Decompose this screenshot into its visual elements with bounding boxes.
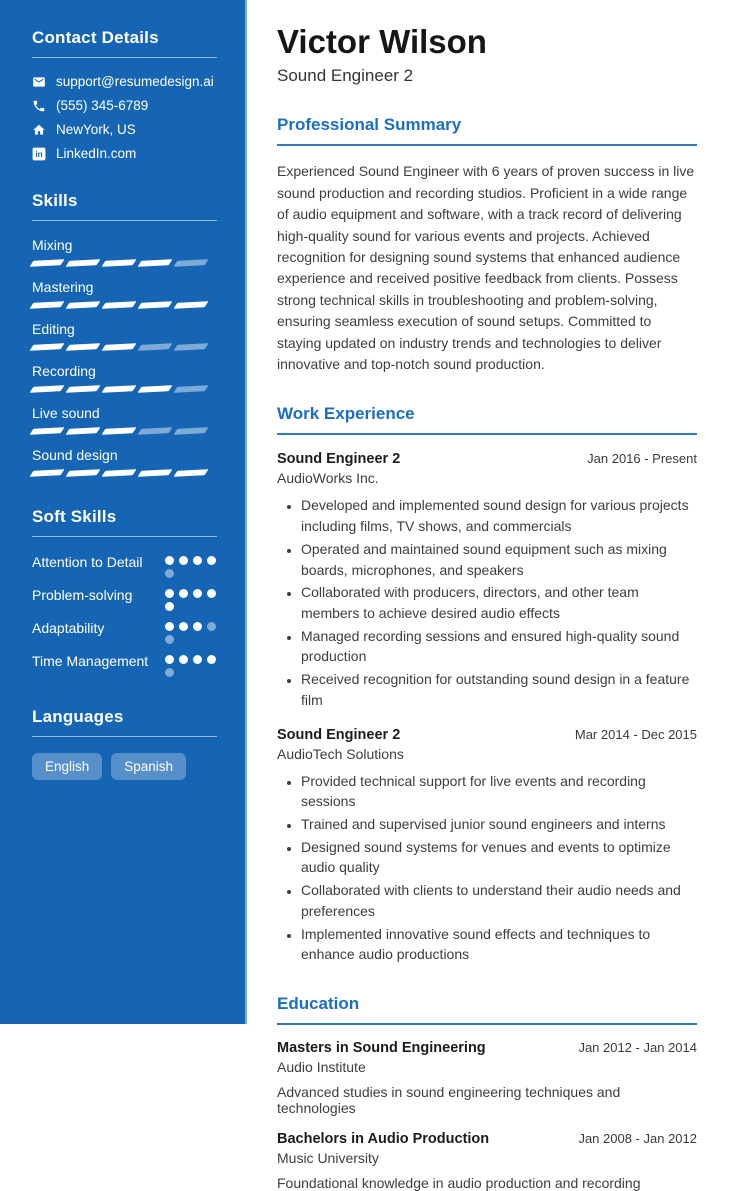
experience-section <box>277 404 697 965</box>
contact-phone <box>32 98 217 113</box>
summary-text: Experienced Sound Engineer with 6 years of proven success in live sound production and recording studios. Proficient in a wide range of audio equipment and software, with a track record of delivering high-quality sound for various events and projects. Achieved recognition for designing sound systems that enhanced audience experience and received positive feedback from clients. Possess strong technical skills in troubleshooting and problem-solving, ensuring seamless execution of sound setups. Committed to staying updated on industry trends and technologies to deliver innovative and top-notch sound production. <box>277 163 695 372</box>
candidate-name: Victor Wilson <box>277 23 487 60</box>
soft-skill-name: Problem-solving <box>32 587 133 603</box>
soft-skill-rating-dots <box>165 652 217 677</box>
education-dates: Jan 2008 - Jan 2012 <box>578 1131 697 1147</box>
main-content <box>247 0 730 1191</box>
rating-dot <box>207 556 216 565</box>
soft-skill-rating-dots <box>165 586 217 611</box>
rating-dot <box>165 589 174 598</box>
rating-segment <box>174 301 209 309</box>
svg-text:in: in <box>35 149 43 159</box>
skill-rating-bar <box>32 344 217 351</box>
education-heading: Education <box>277 994 697 1025</box>
soft-skill-item <box>32 652 217 677</box>
job-entry <box>277 727 697 965</box>
rating-segment <box>138 343 173 351</box>
rating-segment <box>174 385 209 393</box>
education-entry <box>277 1040 697 1116</box>
skill-item <box>32 237 217 267</box>
school-name: Audio Institute <box>277 1059 366 1076</box>
soft-skill-name: Adaptability <box>32 620 105 636</box>
rating-segment <box>174 427 209 435</box>
soft-skill-item <box>32 586 217 611</box>
rating-segment <box>66 427 101 435</box>
language-pill: Spanish <box>111 753 186 780</box>
language-pill: English <box>32 753 102 780</box>
job-title: Sound Engineer 2 <box>277 726 401 743</box>
soft-skills-heading: Soft Skills <box>32 507 217 537</box>
rating-dot <box>193 622 202 631</box>
skill-name: Recording <box>32 363 96 379</box>
job-header <box>277 727 697 743</box>
job-bullet: • Received recognition for outstanding sound design in a feature film <box>301 669 697 710</box>
rating-segment <box>30 301 65 309</box>
rating-dot <box>165 556 174 565</box>
rating-dot <box>207 622 216 631</box>
soft-skill-rating-dots <box>165 553 217 578</box>
summary-heading: Professional Summary <box>277 115 697 146</box>
rating-segment <box>30 385 65 393</box>
soft-skill-name: Attention to Detail <box>32 554 143 570</box>
rating-segment <box>66 385 101 393</box>
rating-dot <box>193 589 202 598</box>
rating-segment <box>66 343 101 351</box>
job-bullet: • Operated and maintained sound equipment such as mixing boards, microphones, and speakers <box>301 539 697 580</box>
contact-linkedin <box>32 146 217 161</box>
degree-title: Masters in Sound Engineering <box>277 1040 486 1057</box>
job-company: AudioWorks Inc. <box>277 470 379 487</box>
rating-dot <box>193 655 202 664</box>
rating-dot <box>165 668 174 677</box>
rating-dot <box>193 556 202 565</box>
skill-item <box>32 279 217 309</box>
job-title: Sound Engineer 2 <box>277 451 401 468</box>
school-name: Music University <box>277 1150 379 1167</box>
soft-skills-section <box>32 507 217 677</box>
job-bullet: • Collaborated with producers, directors, and other team members to achieve desired audio effects <box>301 582 697 623</box>
rating-segment <box>138 301 173 309</box>
candidate-title: Sound Engineer 2 <box>277 66 414 86</box>
rating-dot <box>165 569 174 578</box>
contact-heading: Contact Details <box>32 28 217 58</box>
skill-item <box>32 447 217 477</box>
rating-dot <box>165 622 174 631</box>
language-list <box>32 753 217 780</box>
skill-name: Editing <box>32 321 75 337</box>
rating-segment <box>174 469 209 477</box>
contact-phone-text: (555) 345-6789 <box>56 98 149 113</box>
job-dates: Mar 2014 - Dec 2015 <box>574 726 697 742</box>
rating-segment <box>30 259 65 267</box>
email-icon <box>32 75 46 89</box>
rating-segment <box>138 259 173 267</box>
languages-heading: Languages <box>32 707 217 737</box>
rating-dot <box>179 622 188 631</box>
job-bullet-list <box>277 495 697 710</box>
rating-dot <box>207 589 216 598</box>
contact-section <box>32 28 217 161</box>
contact-email <box>32 74 217 89</box>
soft-skill-rating-dots <box>165 619 217 644</box>
job-bullet: • Collaborated with clients to understand their audio needs and preferences <box>301 880 697 921</box>
home-icon <box>32 123 46 137</box>
languages-section <box>32 707 217 780</box>
contact-linkedin-text: LinkedIn.com <box>56 146 137 161</box>
soft-skill-item <box>32 553 217 578</box>
soft-skill-name: Time Management <box>32 653 149 669</box>
skill-name: Mastering <box>32 279 94 295</box>
rating-segment <box>66 259 101 267</box>
phone-icon <box>32 99 46 113</box>
experience-heading: Work Experience <box>277 404 697 435</box>
skill-rating-bar <box>32 428 217 435</box>
skill-item <box>32 321 217 351</box>
rating-segment <box>102 385 137 393</box>
job-bullet: • Managed recording sessions and ensured high-quality sound production <box>301 626 697 667</box>
skill-rating-bar <box>32 302 217 309</box>
rating-segment <box>138 469 173 477</box>
contact-email-text: support@resumedesign.ai <box>56 74 214 89</box>
skill-name: Mixing <box>32 237 73 253</box>
skills-heading: Skills <box>32 191 217 221</box>
job-company: AudioTech Solutions <box>277 745 404 762</box>
rating-dot <box>165 655 174 664</box>
rating-segment <box>66 469 101 477</box>
rating-dot <box>179 556 188 565</box>
degree-title: Bachelors in Audio Production <box>277 1131 490 1148</box>
job-bullet: • Implemented innovative sound effects and techniques to enhance audio productions <box>301 924 697 965</box>
rating-segment <box>102 427 137 435</box>
job-bullet: • Trained and supervised junior sound engineers and interns <box>301 814 697 835</box>
skill-rating-bar <box>32 470 217 477</box>
job-bullet: • Developed and implemented sound design for various projects including films, TV shows, and commercials <box>301 495 697 536</box>
job-bullet: • Provided technical support for live events and recording sessions <box>301 771 697 812</box>
rating-segment <box>66 301 101 309</box>
rating-segment <box>174 259 209 267</box>
rating-segment <box>102 259 137 267</box>
soft-skill-item <box>32 619 217 644</box>
rating-dot <box>207 655 216 664</box>
rating-dot <box>179 589 188 598</box>
sidebar <box>0 0 247 1024</box>
rating-segment <box>30 469 65 477</box>
rating-segment <box>102 301 137 309</box>
skills-section <box>32 191 217 477</box>
education-dates: Jan 2012 - Jan 2014 <box>578 1040 697 1056</box>
rating-dot <box>179 655 188 664</box>
job-bullet: • Designed sound systems for venues and events to optimize audio quality <box>301 837 697 878</box>
job-entry <box>277 451 697 710</box>
rating-segment <box>30 427 65 435</box>
rating-segment <box>30 343 65 351</box>
education-description: Advanced studies in sound engineering techniques and technologies <box>277 1084 621 1117</box>
skill-rating-bar <box>32 260 217 267</box>
job-header <box>277 451 697 467</box>
education-header <box>277 1040 697 1056</box>
linkedin-icon <box>32 147 46 161</box>
contact-location-text: NewYork, US <box>56 122 136 137</box>
rating-segment <box>138 385 173 393</box>
skill-item <box>32 363 217 393</box>
rating-segment <box>102 343 137 351</box>
skill-item <box>32 405 217 435</box>
rating-segment <box>102 469 137 477</box>
rating-dot <box>165 635 174 644</box>
job-dates: Jan 2016 - Present <box>587 451 697 467</box>
skill-rating-bar <box>32 386 217 393</box>
skill-name: Sound design <box>32 447 118 463</box>
education-entry <box>277 1131 697 1191</box>
rating-segment <box>174 343 209 351</box>
rating-dot <box>165 602 174 611</box>
summary-section <box>277 115 697 375</box>
rating-segment <box>138 427 173 435</box>
skill-name: Live sound <box>32 405 100 421</box>
education-description: Foundational knowledge in audio production and recording <box>277 1175 641 1191</box>
job-bullet-list <box>277 771 697 965</box>
contact-location <box>32 122 217 137</box>
education-header <box>277 1131 697 1147</box>
